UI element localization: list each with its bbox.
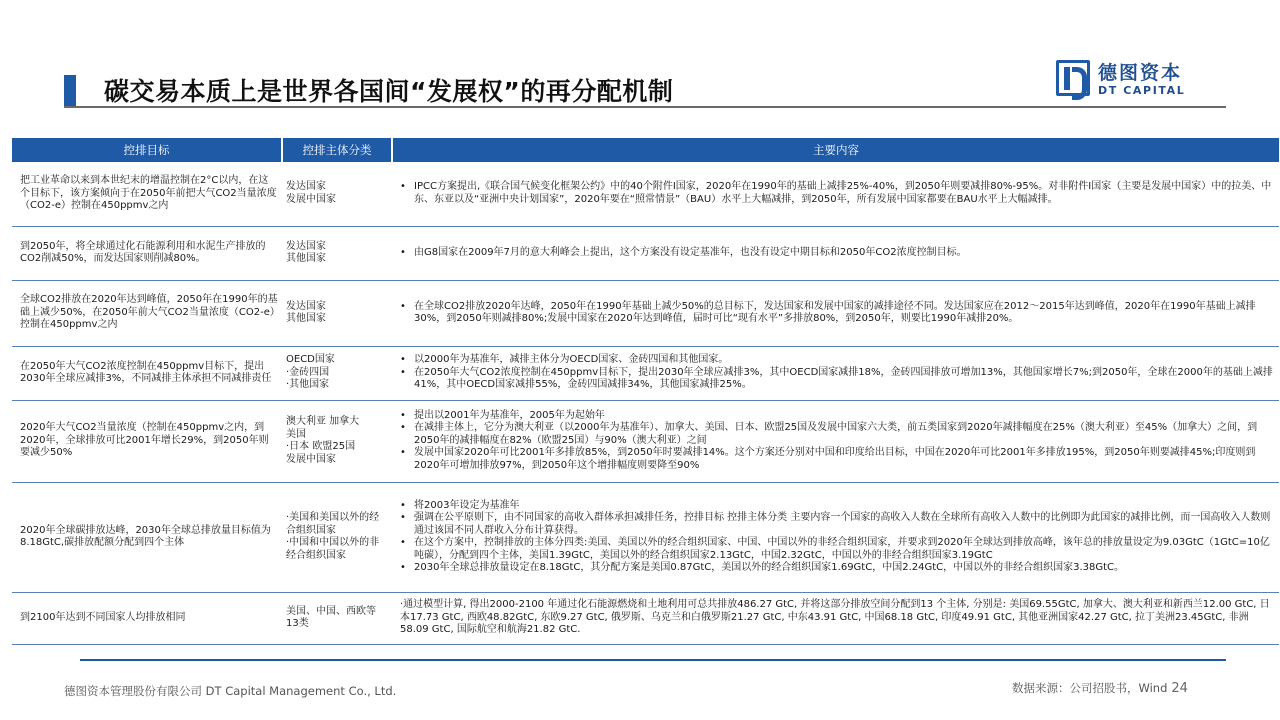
table-row [12, 162, 1279, 226]
title-accent-bar [64, 75, 76, 106]
subjects-cell [282, 482, 392, 592]
column-header-target: 控排目标 [12, 138, 282, 162]
content-bullet: • 以2000年为基准年，减排主体分为OECD国家、金砖四国和其他国家。 [414, 354, 1273, 367]
table-row [12, 346, 1279, 400]
page-number: 24 [1171, 681, 1188, 696]
target-cell: 在2050年大气CO2浓度控制在450ppmv目标下，提出2030年全球应减排3%，不同减排主体承担不同减排责任 [12, 346, 282, 400]
table-row [12, 592, 1279, 644]
table-row [12, 280, 1279, 346]
company-logo [1056, 60, 1236, 100]
content-cell [392, 346, 1279, 400]
content-bullet: • 将2003年设定为基准年 [414, 500, 1273, 513]
subjects-cell [282, 592, 392, 644]
content-cell [392, 162, 1279, 226]
subject-item: OECD国家 [286, 354, 335, 366]
content-cell [392, 226, 1279, 280]
subject-item: 发展中国家 [286, 193, 336, 205]
subject-item: ·美国和美国以外的经合组织国家 [286, 512, 380, 536]
content-cell [392, 280, 1279, 346]
subject-item: 美国、中国、西欧等13类 [286, 605, 376, 629]
column-header-content: 主要内容 [392, 138, 1279, 162]
content-bullet: • 在全球CO2排放2020年达峰，2050年在1990年基础上减少50%的总目标下，发达国家和发展中国家的减排途径不同。发达国家应在2012～2015年达到峰值，2020年在1990年基础上减排30%，到2050年则减排80%;发展中国家在2020年达到峰值，届时可比“现有水平”多排放80%，到2050年，则要比1990年减排20%。 [414, 301, 1273, 326]
target-cell: 把工业革命以来到本世纪末的增温控制在2°C以内，在这个目标下，该方案倾向于在2050年前把大气CO2当量浓度（CO2-e）控制在450ppmv之内 [12, 162, 282, 226]
content-text: ·通过模型计算, 得出2000-2100 年通过化石能源燃烧和土地利用可总共排放486.27 GtC, 并将这部分排放空间分配到13 个主体, 分别是: 美国69.55GtC, 加拿大、澳大利亚和新西兰12.00 GtC, 日本17.73 GtC, 西欧48.82GtC, 东欧9.27 GtC, 俄罗斯、乌克兰和白俄罗斯21.27 GtC, 中东43.91 GtC, 中国68.18 GtC, 印度49.91 GtC, 其他亚洲国家42.27 GtC, 拉丁美洲23.45GtC, 非洲58.09 GtC, 国际航空和航海21.82 GtC. [400, 599, 1270, 636]
logo-text-en: DT CAPITAL [1098, 84, 1186, 97]
source-footer [1012, 680, 1188, 696]
subject-item: ·中国和中国以外的非经合组织国家 [286, 537, 380, 561]
emission-schemes-table [12, 138, 1279, 645]
title-divider [64, 106, 1226, 108]
table-row [12, 482, 1279, 592]
content-bullet: • 由G8国家在2009年7月的意大利峰会上提出，这个方案没有设定基准年，也没有设定中期目标和2050年CO2浓度控制目标。 [414, 247, 1273, 260]
target-cell: 全球CO2排放在2020年达到峰值，2050年在1990年的基础上减少50%，在2050年前大气CO2当量浓度（CO2-e）控制在450ppmv之内 [12, 280, 282, 346]
content-bullet: • IPCC方案提出,《联合国气候变化框架公约》中的40个附件I国家，2020年在1990年的基础上减排25%-40%，到2050年则要减排80%-95%。对非附件I国家（主要是发展中国家）中的拉美、中东、东亚以及“亚洲中央计划国家”，2020年要在“照常情景”（BAU）水平上大幅减排，到2050年，所有发展中国家都要在BAU水平上大幅减排。 [414, 181, 1273, 206]
subjects-cell [282, 162, 392, 226]
page-title: 碳交易本质上是世界各国间“发展权”的再分配机制 [104, 77, 674, 106]
data-source: 数据来源：公司招股书，Wind [1012, 681, 1168, 695]
target-cell: 2020年大气CO2当量浓度（控制在450ppmv之内，到2020年，全球排放可比2001年增长29%，到2050年则要减少50% [12, 400, 282, 482]
subject-item: 美国 [286, 428, 306, 440]
table-row [12, 400, 1279, 482]
content-bullet: • 发展中国家2020年可比2001年多排放85%，到2050年时要减排14%。这个方案还分别对中国和印度给出目标，中国在2020年可比2001年多排放195%，到2050年则要减排45%;印度则到2020年可增加排放97%，到2050年这个增排幅度则要降至90% [414, 447, 1273, 472]
content-bullet: • 在减排主体上，它分为澳大利亚（以2000年为基准年）、加拿大、美国、日本、欧盟25国及发展中国家六大类，前五类国家到2020年减排幅度在25%（澳大利亚）至45%（加拿大）之间，到2050年的减排幅度在82%（欧盟25国）与90%（澳大利亚）之间 [414, 422, 1273, 447]
target-cell: 到2050年，将全球通过化石能源利用和水泥生产排放的CO2削减50%，而发达国家则削减80%。 [12, 226, 282, 280]
content-cell [392, 482, 1279, 592]
subject-item: ·其他国家 [286, 379, 330, 391]
dt-logo-icon [1056, 60, 1090, 96]
content-cell [392, 592, 1279, 644]
subject-item: ·日本 欧盟25国 [286, 441, 356, 452]
subjects-cell [282, 400, 392, 482]
subjects-cell [282, 280, 392, 346]
company-footer: 德图资本管理股份有限公司 DT Capital Management Co., Ltd. [64, 684, 397, 698]
subject-item: 发展中国家 [286, 453, 336, 465]
content-bullet: • 强调在公平原则下，由不同国家的高收入群体承担减排任务，控排目标 控排主体分类 主要内容一个国家的高收入人数在全球所有高收入人数中的比例即为此国家的减排比例，而一国高收入人数则通过该国不同人群收入分布计算获得。 [414, 512, 1273, 537]
table-row [12, 226, 1279, 280]
content-bullet: • 在2050年大气CO2浓度控制在450ppmv目标下，提出2030年全球应减排3%，其中OECD国家减排18%，金砖四国排放可增加13%，其他国家增长7%;到2050年，全球在2000年的基础上减排41%，其中OECD国家减排55%，金砖四国减排34%，其他国家减排25%。 [414, 367, 1273, 392]
target-cell: 到2100年达到不同国家人均排放相同 [12, 592, 282, 644]
subject-item: 发达国家 [286, 181, 326, 193]
subject-item: 发达国家 [286, 240, 326, 252]
subjects-cell [282, 346, 392, 400]
content-bullet: • 2030年全球总排放量设定在8.18GtC，其分配方案是美国0.87GtC，美国以外的经合组织国家1.69GtC，中国2.24GtC，中国以外的非经合组织国家3.38GtC。 [414, 562, 1273, 575]
target-cell: 2020年全球碳排放达峰，2030年全球总排放量目标值为8.18GtC,碳排放配额分配到四个主体 [12, 482, 282, 592]
footer-divider [80, 659, 1226, 661]
content-cell [392, 400, 1279, 482]
logo-text-cn: 德图资本 [1098, 62, 1183, 84]
content-bullet: • 提出以2001年为基准年，2005年为起始年 [414, 410, 1273, 423]
table-header-row [12, 138, 1279, 162]
subjects-cell [282, 226, 392, 280]
subject-item: ·金砖四国 [286, 366, 330, 378]
subject-item: 其他国家 [286, 253, 326, 264]
subject-item: 澳大利亚 加拿大 [286, 416, 360, 427]
content-bullet: • 在这个方案中，控制排放的主体分四类:美国、美国以外的经合组织国家、中国、中国以外的非经合组织国家，并要求到2020年全球达到排放高峰，该年总的排放量设定为9.03GtC（1GtC=10亿吨碳），分配到四个主体，美国1.39GtC，美国以外的经合组织国家2.13GtC，中国2.32GtC，中国以外的非经合组织国家3.19GtC [414, 537, 1273, 562]
subject-item: 发达国家 [286, 300, 326, 312]
subject-item: 其他国家 [286, 313, 326, 324]
column-header-subjects: 控排主体分类 [282, 138, 392, 162]
